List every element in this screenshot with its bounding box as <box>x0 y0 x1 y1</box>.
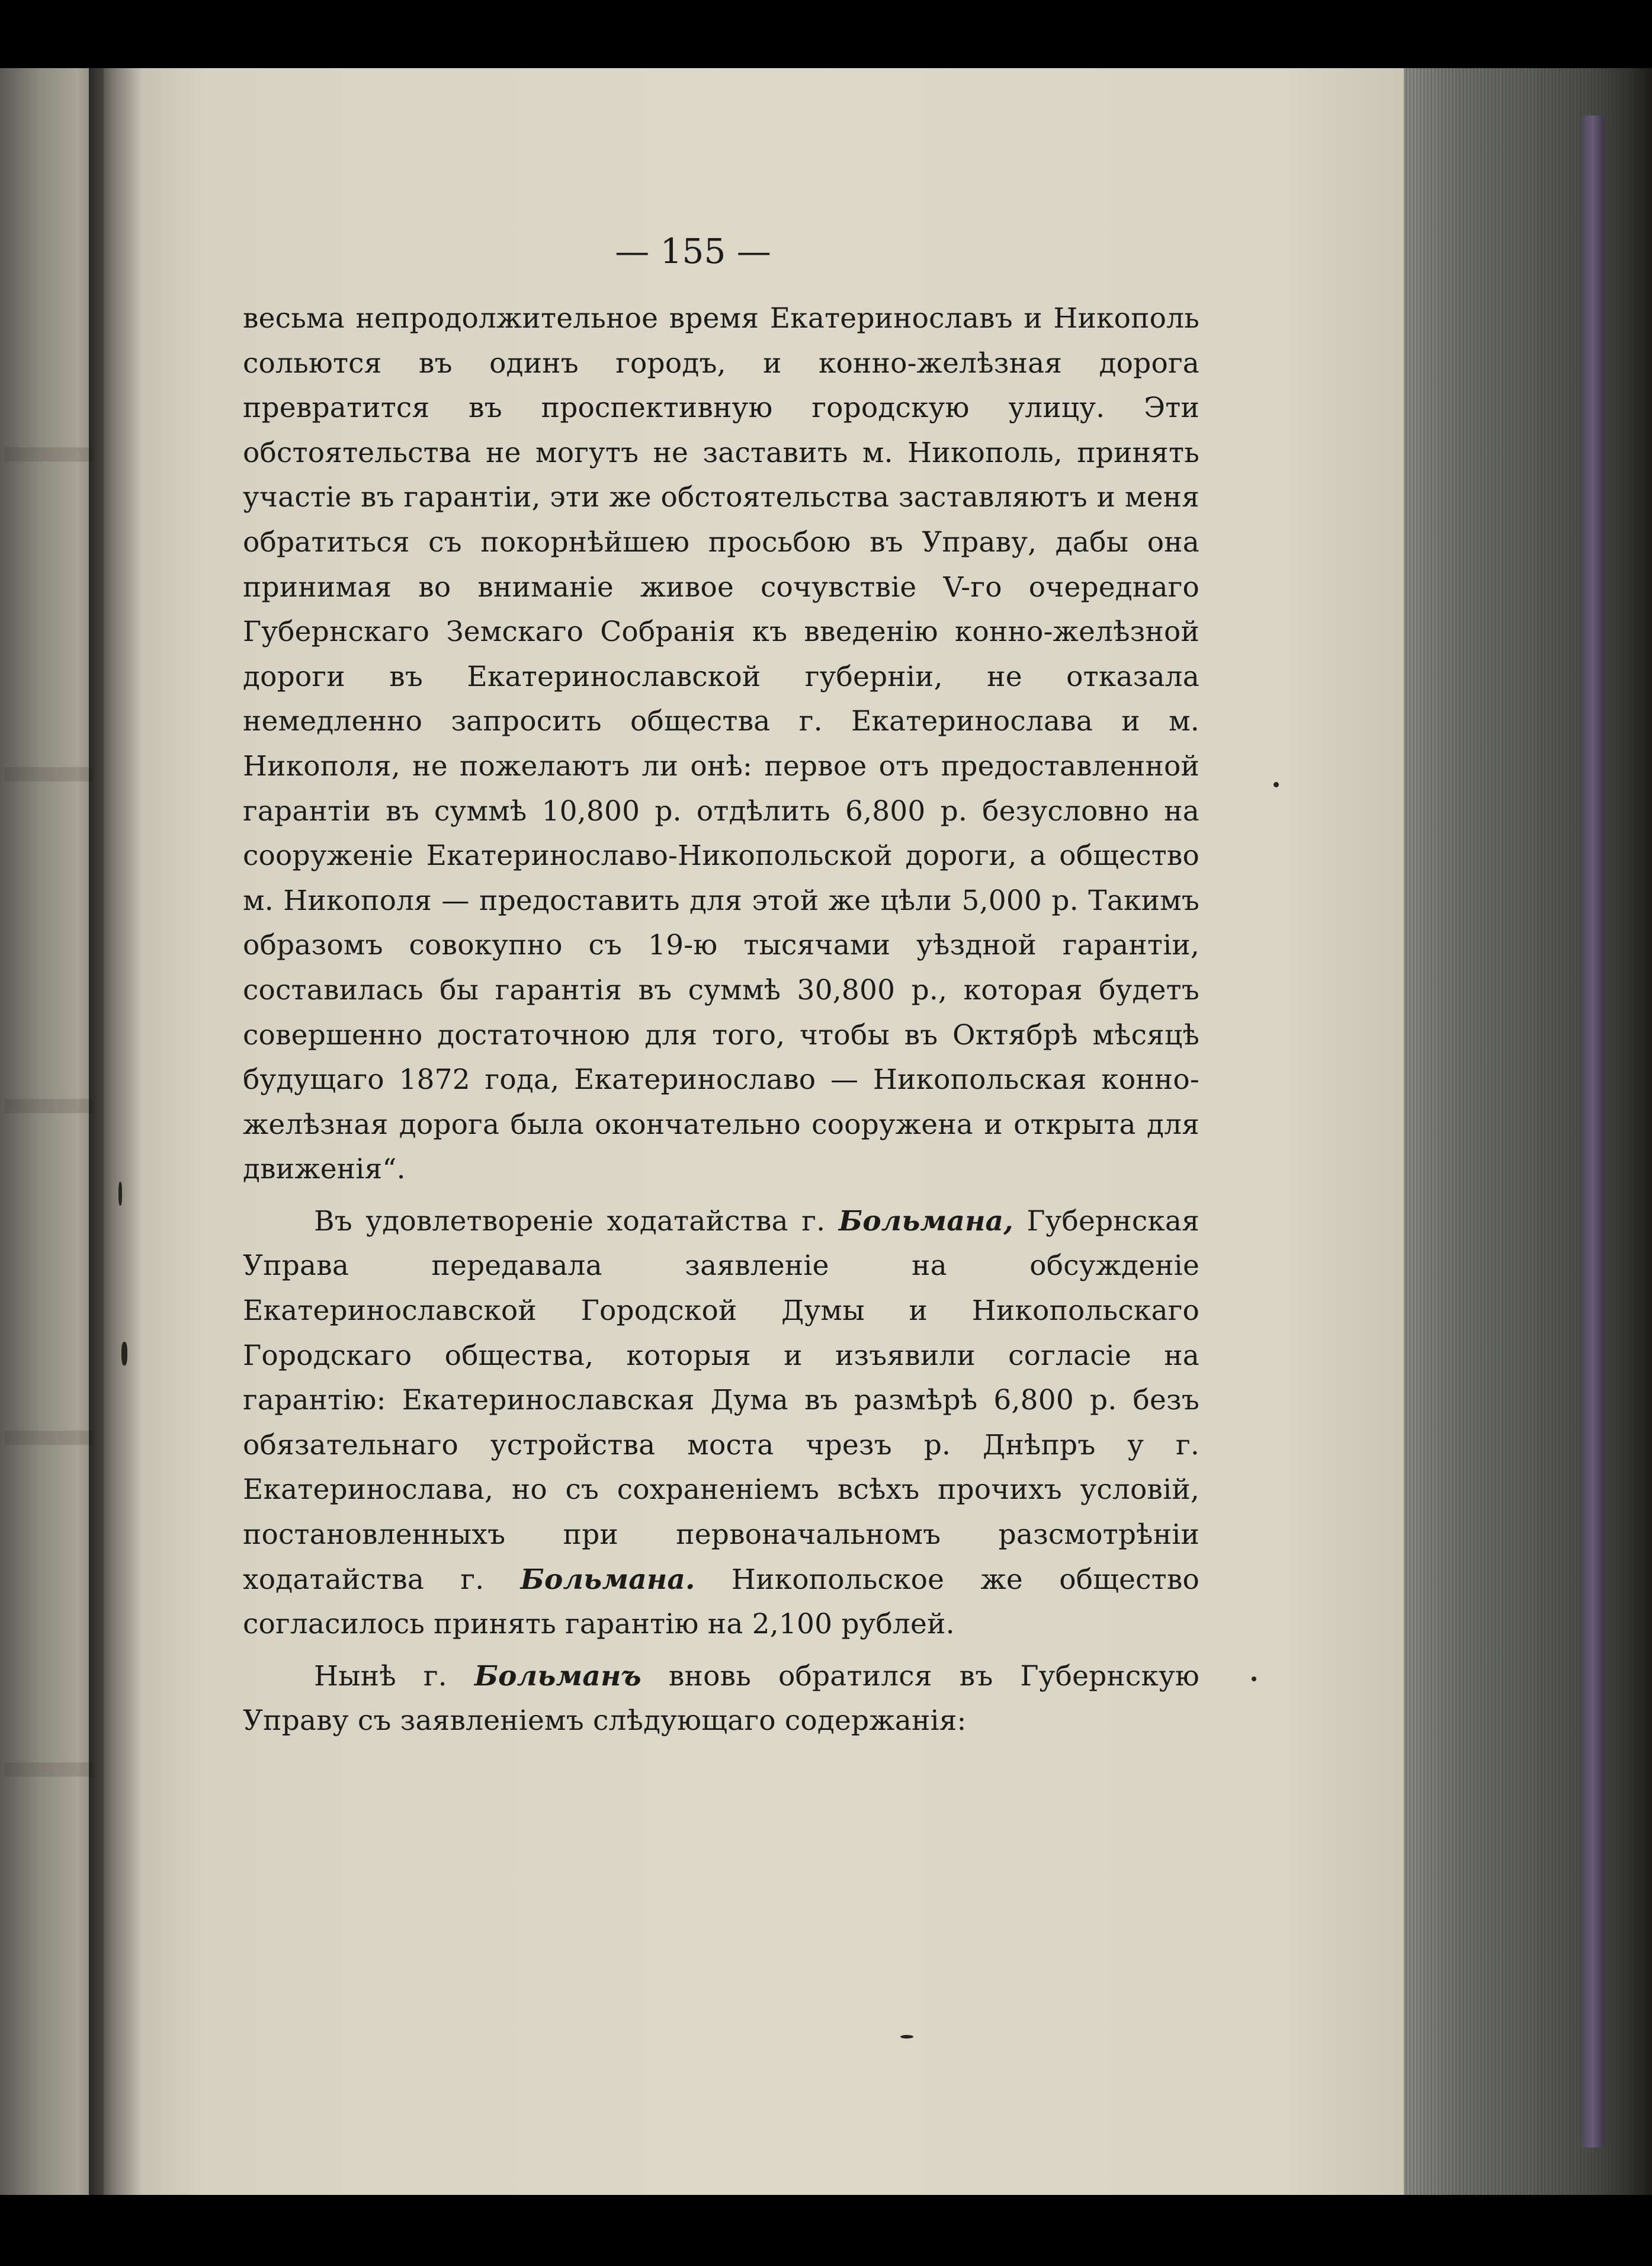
text-segment: Нынѣ г. <box>314 1659 474 1693</box>
ink-speck <box>121 1342 127 1366</box>
italic-name: Больмана. <box>520 1563 695 1596</box>
paragraph-p1 <box>243 296 1199 1192</box>
ink-speck <box>900 2035 913 2039</box>
bleed-through-line <box>5 1431 94 1445</box>
page-text <box>243 296 1199 1751</box>
bleed-through-line <box>5 1099 94 1113</box>
ink-speck <box>1252 1677 1256 1681</box>
italic-name: Больманъ <box>474 1659 641 1693</box>
ink-speck <box>1274 782 1279 787</box>
text-segment: Губернская Управа передавала заявленіе на обсужденіе Екатеринославской Городской Думы и Никопольскаго Городскаго общества, которыя и изъявили согласіе на гарантію: Екатеринославская Дума въ размѣрѣ 6,800 р. безъ обязательнаго устройства моста чрезъ р. Днѣпръ у г. Екатеринослава, но съ сохраненіемъ всѣхъ прочихъ условій, постановленныхъ при первоначальномъ разсмотрѣніи ходатайства г. <box>243 1204 1199 1596</box>
page-gutter-shadow <box>89 68 142 2195</box>
text-segment: вновь обратился въ Губернскую Управу съ заявленіемъ слѣдующаго содержанія: <box>243 1659 1199 1738</box>
bleed-through-line <box>5 767 94 781</box>
book-cover-edge <box>1582 116 1604 2148</box>
text-segment: Никопольское же общество согласилось принять гарантію на 2,100 рублей. <box>243 1563 1199 1641</box>
page-number: — 155 — <box>615 231 771 271</box>
bleed-through-line <box>5 447 94 461</box>
text-segment: весьма непродолжительное время Екатеринославъ и Никополь сольются въ одинъ городъ, и конно-желѣзная дорога превратится въ проспективную городскую улицу. Эти обстоятельства не могутъ не заставить м. Никополь, принять участіе въ гарантіи, эти же обстоятельства заставляютъ и меня обратиться съ покорнѣйшею просьбою въ Управу, дабы она принимая во вниманіе живое сочувствіе V-го очереднаго Губернскаго Земскаго Собранія къ введенію конно-желѣзной дороги въ Екатеринославской губерніи, не отказала немедленно запросить общества г. Екатеринослава и м. Никополя, не пожелаютъ ли онѣ: первое отъ предоставленной гарантіи въ суммѣ 10,800 р. отдѣлить 6,800 р. безусловно на сооруженіе Екатеринославо-Никопольской дороги, а общество м. Никополя — предоставить для этой же цѣли 5,000 р. Такимъ образомъ совокупно съ 19-ю тысячами уѣздной гарантіи, составилась бы гарантія въ суммѣ 30,800 р., которая будетъ совершенно достаточною для того, чтобы въ Октябрѣ мѣсяцѣ будущаго 1872 года, Екатеринославо — Никопольская конно-желѣзная дорога была окончательно сооружена и открыта для движенія“. <box>243 302 1199 1186</box>
page-block-fore-edge <box>1404 68 1652 2195</box>
left-page-edge <box>0 68 104 2195</box>
bleed-through-line <box>5 1762 94 1777</box>
text-segment: Въ удовлетвореніе ходатайства г. <box>314 1204 839 1238</box>
paragraph-p3 <box>243 1654 1199 1743</box>
paragraph-p2 <box>243 1199 1199 1647</box>
italic-name: Больмана, <box>838 1204 1013 1238</box>
ink-speck <box>118 1182 122 1206</box>
